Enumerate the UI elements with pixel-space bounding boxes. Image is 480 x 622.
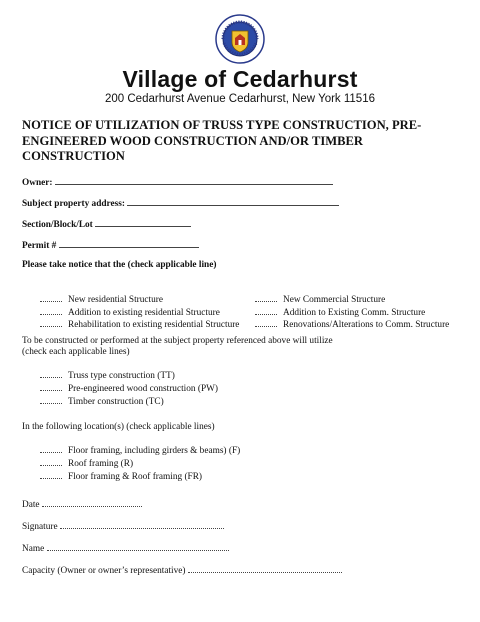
permit-field[interactable] [22,239,199,251]
permit-label: Permit # [22,241,57,251]
locations-list [40,444,240,483]
checklist-item[interactable] [40,382,218,395]
capacity-field[interactable] [22,564,342,576]
check-line[interactable] [40,470,62,479]
item-label: New Commercial Structure [283,295,386,305]
property-label: Subject property address: [22,199,125,209]
construction-intro-line: (check each applicable lines) [22,347,130,357]
check-line[interactable] [255,306,277,315]
check-line[interactable] [40,395,62,404]
item-label: Floor framing, including girders & beams) (F) [68,446,241,456]
notice-title [22,118,462,165]
item-label: Addition to Existing Comm. Structure [283,307,426,318]
checklist-item[interactable] [255,306,449,319]
locations-intro: In the following location(s) (check applicable lines) [22,422,215,432]
item-label: Floor framing & Roof framing (FR) [68,472,203,482]
checklist-item[interactable] [40,293,239,306]
date-input-line[interactable] [42,498,142,507]
owner-input-line[interactable] [55,176,333,185]
village-seal [215,14,265,64]
sbl-label: Section/Block/Lot [22,220,93,230]
check-line[interactable] [40,382,62,391]
signature-field[interactable] [22,520,224,532]
check-line[interactable] [255,293,277,302]
checklist-item[interactable] [40,369,218,382]
checklist-item[interactable] [40,470,240,483]
checklist-item[interactable] [40,395,218,408]
notice-title-line: NOTICE OF UTILIZATION OF TRUSS TYPE CONSTRUCTION, PRE- [22,118,422,132]
notice-title-line: ENGINEERED WOOD CONSTRUCTION AND/OR TIMBER [22,133,364,148]
checklist-item[interactable] [40,444,240,457]
signature-input-line[interactable] [60,520,224,529]
checklist-item[interactable] [255,293,449,306]
check-line[interactable] [40,369,62,378]
construction-types-list [40,369,218,408]
name-label: Name [22,544,45,554]
item-label: Addition to existing residential Structure [68,307,220,318]
item-label: Rehabilitation to existing residential Structure [68,320,240,330]
owner-label: Owner: [22,178,53,188]
check-line[interactable] [40,444,62,453]
item-label: Truss type construction (TT) [68,371,175,381]
property-field[interactable] [22,197,339,209]
owner-field[interactable] [22,176,333,188]
signature-label: Signature [22,522,58,532]
notice-prompt: Please take notice that the (check applicable line) [22,260,217,270]
check-line[interactable] [40,318,62,327]
item-label: Pre-engineered wood construction (PW) [68,384,218,394]
check-line[interactable] [255,318,277,327]
structures-left-list [40,293,239,331]
item-label: Timber construction (TC) [68,397,164,407]
check-line[interactable] [40,457,62,466]
item-label: Renovations/Alterations to Comm. Structure [283,320,450,330]
village-address: 200 Cedarhurst Avenue Cedarhurst, New York 11516 [104,93,375,105]
notice-title-line: CONSTRUCTION [22,149,125,163]
construction-intro [22,336,333,358]
sbl-field[interactable] [22,218,191,230]
check-line[interactable] [40,293,62,302]
date-field[interactable] [22,498,142,510]
name-field[interactable] [22,542,229,554]
checklist-item[interactable] [40,457,240,470]
check-line[interactable] [40,306,62,315]
checklist-item[interactable] [255,318,449,331]
village-name: Village of Cedarhurst [122,66,358,92]
structures-right-list [255,293,449,331]
date-label: Date [22,500,40,510]
capacity-label: Capacity (Owner or owner’s representative) [22,566,186,576]
sbl-input-line[interactable] [95,218,191,227]
checklist-item[interactable] [40,318,239,331]
permit-input-line[interactable] [59,239,199,248]
item-label: Roof framing (R) [68,459,134,469]
checklist-item[interactable] [40,306,239,319]
name-input-line[interactable] [47,542,229,551]
item-label: New residential Structure [68,295,164,305]
construction-intro-line: To be constructed or performed at the subject property referenced above will utilize [22,336,333,346]
capacity-input-line[interactable] [188,564,342,573]
property-input-line[interactable] [127,197,339,206]
